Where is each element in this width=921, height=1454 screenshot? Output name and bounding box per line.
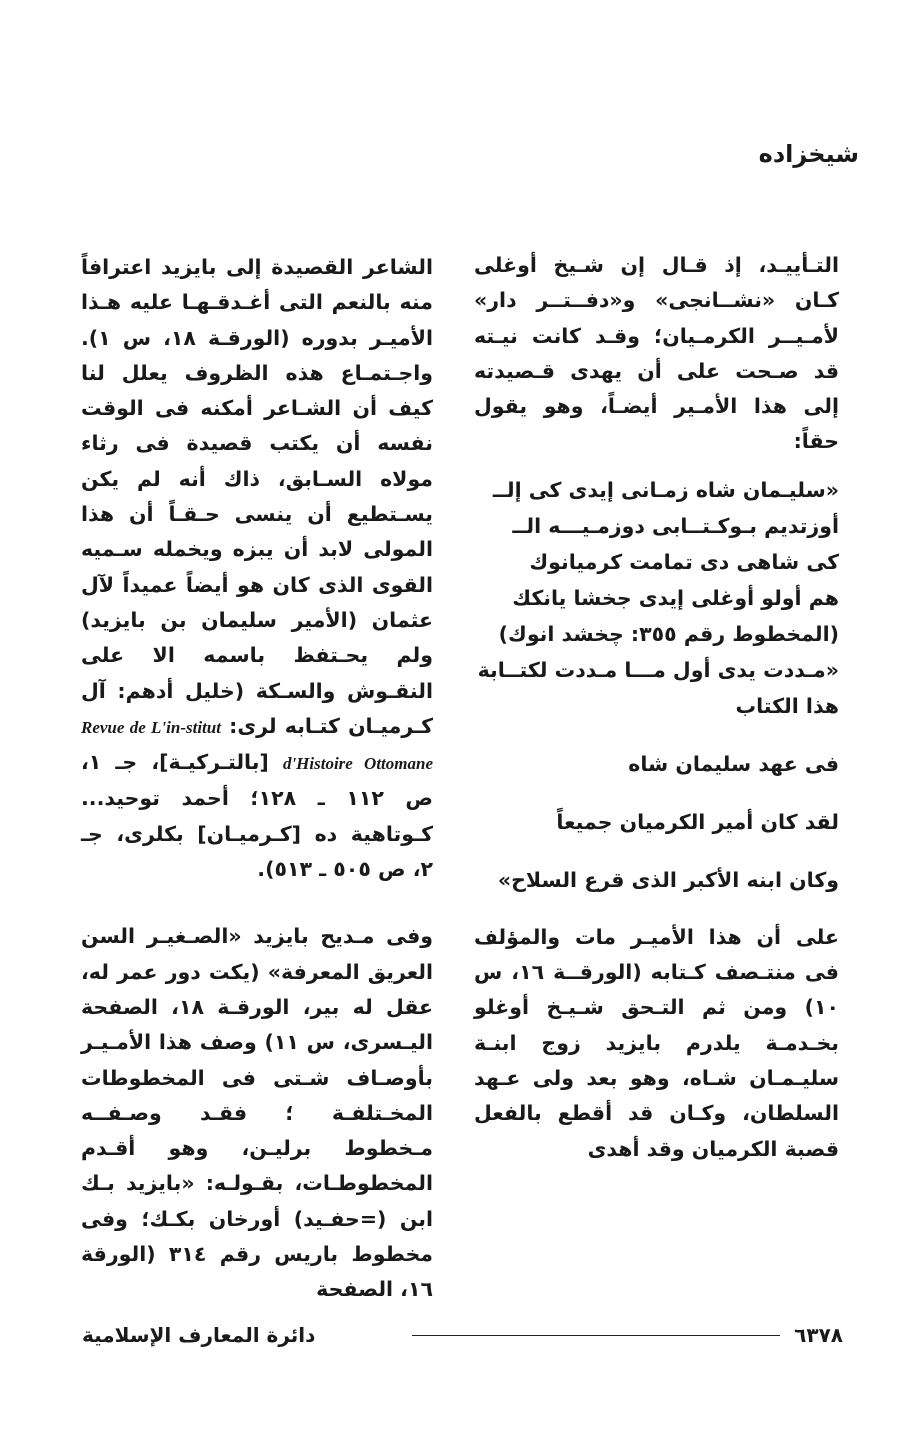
page-number: ٦٣٧٨	[794, 1323, 843, 1347]
manuscript-variant: (المخطوط رقم ٣٥٥: چخشد انوك)	[498, 621, 839, 646]
translation-line: لقد كان أمير الكرميان جميعاً	[556, 809, 839, 834]
latin-reference: Revue de L'in-stitut d'Histoire Ottomane	[81, 717, 434, 774]
intro-paragraph: التـأييـد، إذ قـال إن شـيخ أوغلى كـان «نشــانجى» و«دفــتــر دار» لأمـيــر الكرمـيان؛ وقـد كانت نيـته قد صـحت على أن يهدى قـصيدته إلى هذا الأمـير أيضـاً، وهو يقول حقاً:	[474, 253, 839, 454]
verse-line: هم أولو أوغلى إيدى جخشا يانكك	[512, 585, 839, 610]
page-footer	[82, 1320, 843, 1350]
translation-line: وكان ابنه الأكبر الذى قرع السلاح»	[497, 867, 839, 892]
right-column	[474, 248, 839, 1167]
journal-title: دائرة المعارف الإسلامية	[82, 1323, 316, 1347]
paragraph-text: [بالتـركيـة]، جـ ١، ص ١١٢ ـ ١٢٨؛ أحمد توحيد... كـوتاهية ده [كـرميـان] بكلرى، جـ ٢، ص ٥٠٥ ـ ٥١٣).	[81, 750, 434, 882]
left-column	[81, 250, 433, 1308]
body-paragraph: وفى مـديح بايزيد «الصـغيـر السن العريق المعرفة» (يكت دور عمر له، عقل له بير، الورقـة ١٨، الصفحة اليـسرى، س ١١) وصف هذا الأمـيـر بأوصـاف شـتى فى المخطوطات المخـتلفـة ؛ فقـد وصـفــه مـخطوط برليـن، وهو أقـدم المخطوطـات، بقـولـه: «بايزيد بـك ابن (=حفـيد) أورخان بكـك؛ وفى مخطوط باريس رقم ٣١٤ (الورقة ١٦، الصفحة	[81, 924, 433, 1302]
body-paragraph	[81, 250, 433, 887]
closing-paragraph: على أن هذا الأميـر مات والمؤلف فى منتـصف كـتابه (الورقــة ١٦، س ١٠) ومن ثم التـحق شـيـخ أوغلو بخـدمـة يلدرم بايزيد زوج ابنـة سليـمـان شـاه، وهو بعد ولى عـهد السلطان، وكـان قد أقطع بالفعل قصبة الكرميان وقد أهدى	[474, 924, 839, 1161]
translation-line: فى عهد سليمان شاه	[628, 751, 839, 776]
translation-line: «مـددت يدى أول مـــا مـددت لكتــابة هذا الكتاب	[477, 657, 839, 718]
footer-rule	[412, 1335, 780, 1336]
running-title: شيخزاده	[758, 140, 859, 168]
verse-line: كى شاهى دى تمامت كرميانوك	[529, 549, 839, 574]
verse-line: «سليـمان شاه زمـانى إيدى كى إلــ	[492, 477, 839, 502]
verse-line: أوزتديم بـوكـتــابى دوزمـيـــه الــ	[512, 513, 839, 538]
paragraph-text: الشاعر القصيدة إلى بايزيد اعترافاً منه بالنعم التى أغـدقـهـا عليه هـذا الأميـر بدوره (الورقـة ١٨، س ١). واجـتمـاع هذه الظروف يعلل لنا كيف أن الشـاعر أمكنه فى الوقت نفسه أن يكتب قصيدة فى رثاء مولاه السـابق، ذاك أنه لم يكن يسـتطيع أن ينسى حـقـاً أن هذا المولى لابد أن يبزه ويخمله سـميه القوى الذى كان هو أيضاً عميداً لآل عثمان (الأمير سليمان بن بايزيد) ولم يحـتفظ باسمه الا على النقـوش والسـكة (خليل أدهم: آل كـرميـان كتـابه لرى:	[81, 255, 434, 738]
